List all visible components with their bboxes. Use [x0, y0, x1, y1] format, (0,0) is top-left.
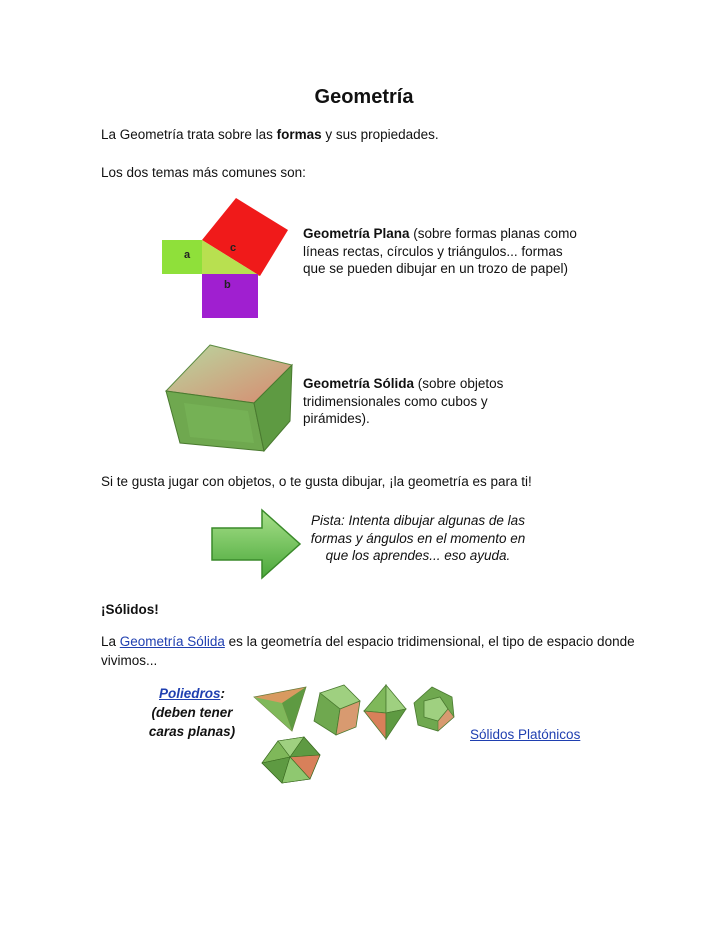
topics-intro: Los dos temas más comunes son: — [101, 165, 306, 180]
label-c: c — [230, 242, 237, 254]
polyhedra-first-line — [132, 684, 252, 703]
polyhedra-label — [132, 684, 252, 741]
label-a: a — [184, 249, 191, 261]
plane-geometry-term: Geometría Plana — [303, 226, 410, 241]
solid-geometry-text — [303, 375, 533, 428]
plane-geometry-text — [303, 225, 588, 278]
label-b: b — [224, 279, 231, 291]
polyhedra-image — [252, 683, 457, 785]
polyhedra-link[interactable]: Poliedros — [158, 686, 221, 701]
page-title: Geometría — [314, 86, 414, 108]
intro-text-start: La Geometría trata sobre las — [101, 127, 277, 142]
solids-text-end: es la geometría del espacio tridimensional, el tipo de espacio donde vivimos... — [101, 634, 635, 668]
platonic-solids-link[interactable]: Sólidos Platónicos — [470, 727, 581, 742]
square-a — [162, 240, 202, 274]
solid-geometry-link[interactable]: Geometría Sólida — [119, 634, 225, 649]
cube-shape — [314, 685, 360, 735]
intro-text-end: y sus propiedades. — [321, 127, 439, 142]
intro-bold-word: formas — [276, 127, 322, 142]
intro-paragraph — [101, 125, 439, 144]
prism-solid-image — [162, 343, 297, 455]
icosahedron-shape — [262, 737, 320, 783]
pythagoras-squares-image — [160, 196, 290, 320]
octahedron-shape — [364, 685, 406, 739]
fun-line: Si te gusta jugar con objetos, o te gusta dibujar, ¡la geometría es para ti! — [101, 474, 532, 489]
tip-text: Pista: Intenta dibujar algunas de las formas y ángulos en el momento en que los aprendes... eso ayuda. — [310, 513, 526, 563]
plane-geometry-description: (sobre formas planas como líneas rectas, círculos y triángulos... formas que se pueden dibujar en un trozo de papel) — [303, 226, 577, 276]
polyhedra-colon: : — [220, 686, 225, 701]
tetrahedron-shape — [254, 687, 306, 731]
polyhedra-note-line3: caras planas) — [148, 724, 236, 739]
solids-text-start: La — [101, 634, 120, 649]
solids-paragraph — [101, 632, 641, 670]
solid-geometry-description: (sobre objetos tridimensionales como cubos y pirámides). — [303, 376, 504, 426]
right-arrow-icon — [210, 508, 302, 580]
solids-heading: ¡Sólidos! — [101, 602, 159, 617]
polyhedra-note-line2: (deben tener — [151, 705, 233, 720]
solid-geometry-term: Geometría Sólida — [303, 376, 415, 391]
dodecahedron-shape — [414, 687, 454, 731]
